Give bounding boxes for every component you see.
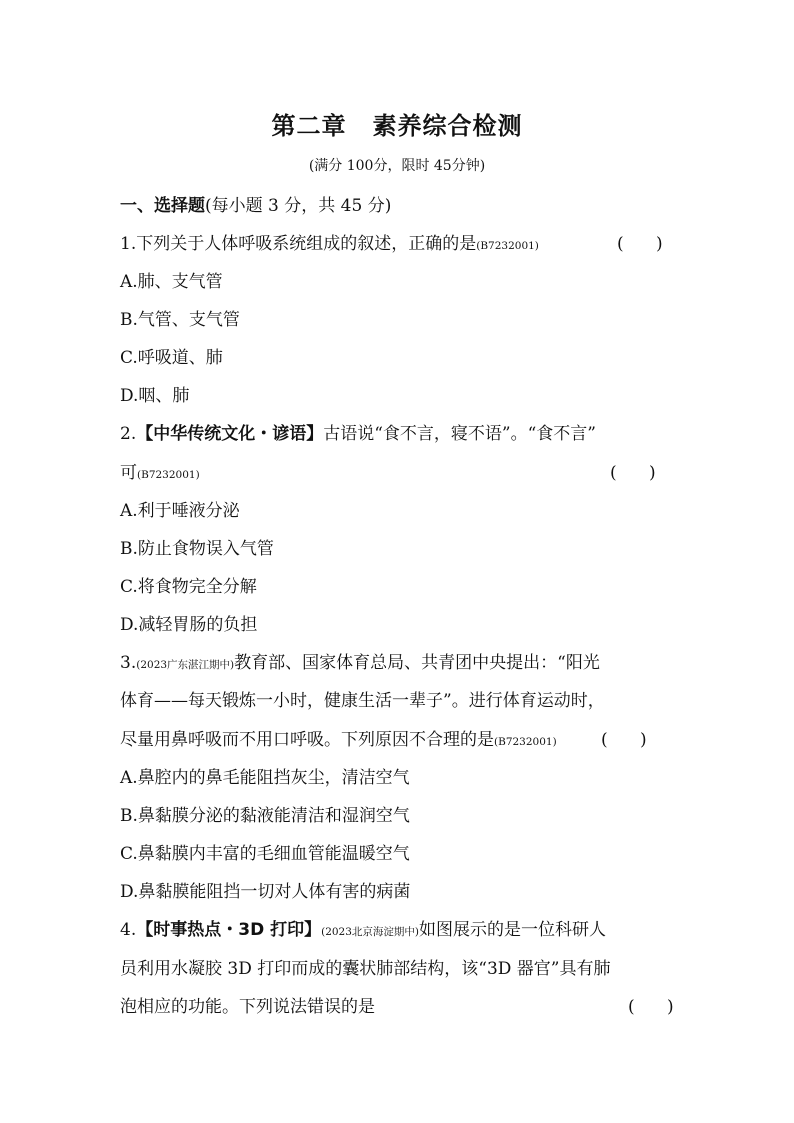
q3-option-b[interactable]: B.鼻黏膜分泌的黏液能清洁和湿润空气: [120, 806, 410, 826]
q2-number: 2.: [120, 424, 137, 444]
q3-text-line3: 尽量用鼻呼吸而不用口呼吸。下列原因不合理的是: [120, 730, 494, 750]
q1-answer-bracket[interactable]: ( ): [617, 234, 663, 254]
q1-option-a[interactable]: A.肺、支气管: [120, 272, 223, 292]
q3-option-a[interactable]: A.鼻腔内的鼻毛能阻挡灰尘，清洁空气: [120, 768, 410, 788]
q2-tag: 【中华传统文化・谚语】: [136, 424, 324, 444]
q1-option-b[interactable]: B.气管、支气管: [120, 310, 240, 330]
page-title: [0, 106, 794, 141]
q2-answer-bracket[interactable]: ( ): [610, 463, 656, 483]
q1-number: 1.: [120, 234, 137, 254]
q2-code: (B7232001): [137, 469, 200, 481]
q4-tag: 【时事热点・3D 打印】: [136, 920, 322, 940]
title-chapter: 第二章: [271, 112, 347, 140]
q3-number: 3.: [120, 653, 137, 673]
q2-text-line1: 古语说“食不言，寝不语”。“食不言”: [323, 424, 596, 444]
section-heading: [120, 194, 690, 218]
question-4-stem-line2: 员利用水凝胶 3D 打印而成的囊状肺部结构，该“3D 器官”具有肺: [120, 959, 611, 979]
q1-option-c[interactable]: C.呼吸道、肺: [120, 348, 223, 368]
q2-text-line2: 可: [120, 463, 137, 483]
question-3-stem-line2: 体育——每天锻炼一小时，健康生活一辈子”。进行体育运动时，: [120, 691, 605, 711]
q3-code: (B7232001): [494, 736, 557, 748]
q1-text: 下列关于人体呼吸系统组成的叙述，正确的是: [136, 234, 477, 254]
section-note: (每小题 3 分，共 45 分): [205, 196, 392, 216]
q3-option-d[interactable]: D.鼻黏膜能阻挡一切对人体有害的病菌: [120, 882, 411, 902]
q3-option-c[interactable]: C.鼻黏膜内丰富的毛细血管能温暖空气: [120, 844, 410, 864]
q4-text-line1: 如图展示的是一位科研人: [419, 920, 607, 940]
q3-source: (2023广东湛江期中): [136, 659, 235, 671]
exam-subtitle: (满分 100分，限时 45分钟): [308, 158, 486, 174]
title-name: 素养综合检测: [372, 112, 523, 140]
q4-number: 4.: [120, 920, 137, 940]
question-3-stem-line1: [120, 651, 690, 677]
question-2-stem-line1: [120, 422, 690, 446]
q2-option-d[interactable]: D.减轻胃肠的负担: [120, 615, 258, 635]
question-4-stem-line3: 泡相应的功能。下列说法错误的是: [120, 997, 375, 1017]
q2-option-b[interactable]: B.防止食物误入气管: [120, 539, 274, 559]
section-title: 一、选择题: [120, 196, 205, 216]
question-2-stem-line2: [120, 461, 690, 487]
q4-answer-bracket[interactable]: ( ): [628, 997, 674, 1017]
question-4-stem-line1: [120, 918, 690, 944]
q1-option-d[interactable]: D.咽、肺: [120, 386, 190, 406]
q2-option-a[interactable]: A.利于唾液分泌: [120, 501, 240, 521]
q1-code: (B7232001): [476, 240, 539, 252]
question-1-stem: [120, 232, 690, 258]
q3-answer-bracket[interactable]: ( ): [601, 730, 647, 750]
q4-source: (2023北京海淀期中): [321, 926, 420, 938]
q2-option-c[interactable]: C.将食物完全分解: [120, 577, 257, 597]
q3-text-line1: 教育部、国家体育总局、共青团中央提出：“阳光: [234, 653, 600, 673]
